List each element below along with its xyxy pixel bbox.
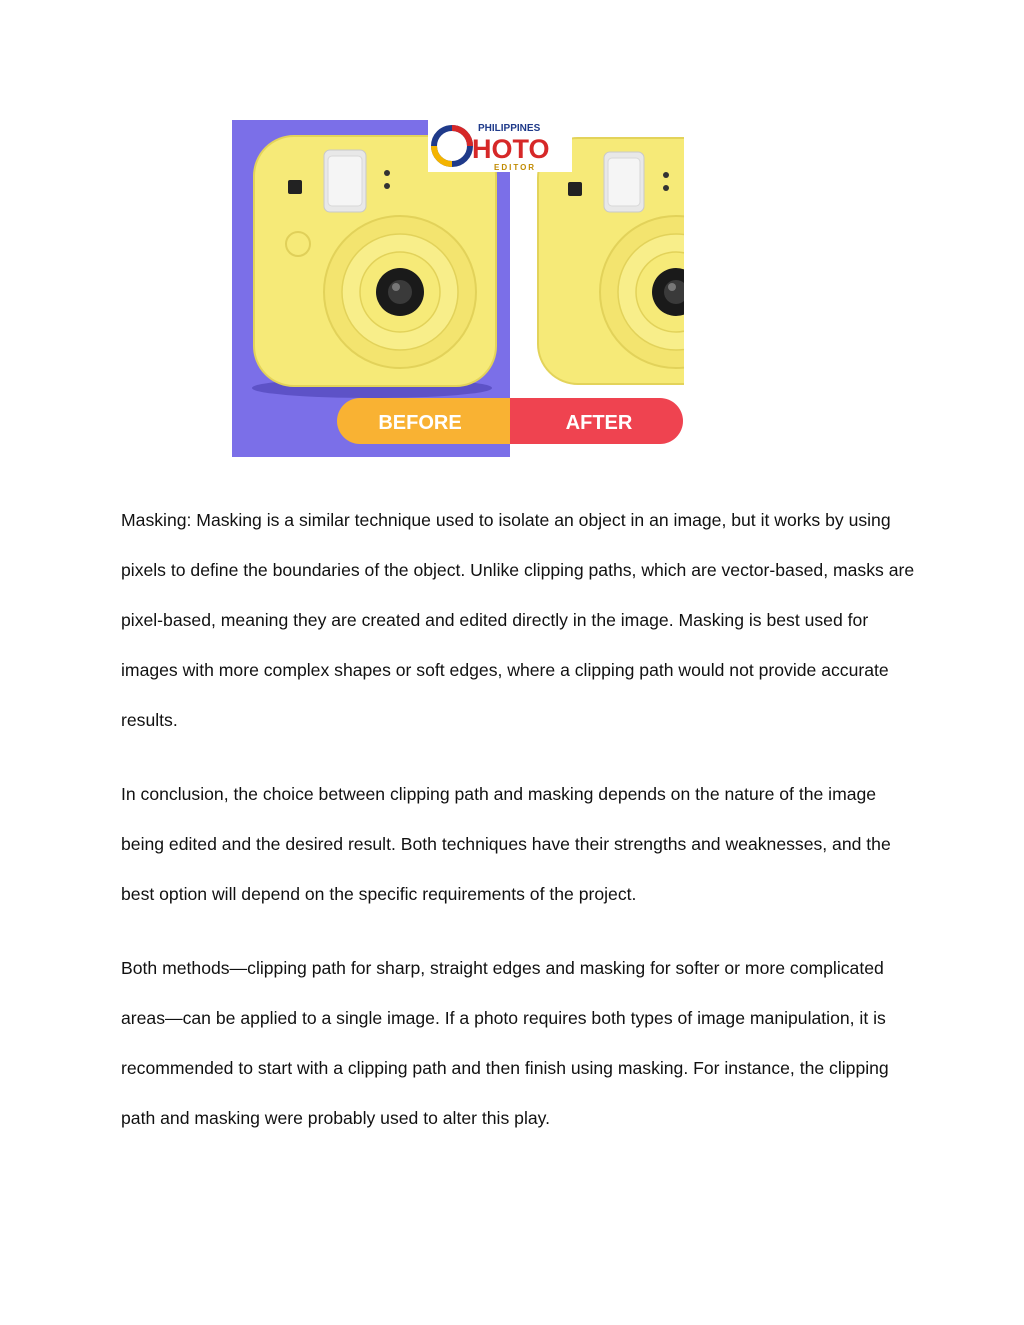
before-after-figure [232, 120, 684, 457]
before-after-image [232, 120, 684, 457]
logo-sub-text: EDITOR [494, 163, 537, 172]
before-badge [337, 398, 510, 444]
before-camera [254, 136, 496, 386]
paragraph-conclusion: In conclusion, the choice between clipping path and masking depends on the nature of the image being edited and the desired result. Both techniques have their strengths and weaknesses, and the best option will depend on the specific requirements of the project. [121, 784, 891, 904]
after-label: AFTER [565, 412, 633, 434]
photo-editor-logo [428, 120, 572, 172]
logo-top-text: PHILIPPINES [478, 123, 541, 134]
paragraph-masking: Masking: Masking is a similar technique used to isolate an object in an image, but it works by using pixels to define the boundaries of the object. Unlike clipping paths, which are vector-based, masks are pixel-based, meaning they are created and edited directly in the image. Masking is best used for images with more complex shapes or soft edges, where a clipping path would not provide accurate results. [121, 510, 915, 730]
before-label: BEFORE [378, 412, 462, 434]
logo-main-text: HOTO [472, 134, 550, 164]
after-badge [510, 398, 683, 444]
paragraph-both-methods: Both methods—clipping path for sharp, straight edges and masking for softer or more complicated areas—can be applied to a single image. If a photo requires both types of image manipulation, it is recommended to start with a clipping path and then finish using masking. For instance, the clipping path and masking were probably used to alter this play. [121, 958, 889, 1128]
after-camera [538, 138, 684, 384]
